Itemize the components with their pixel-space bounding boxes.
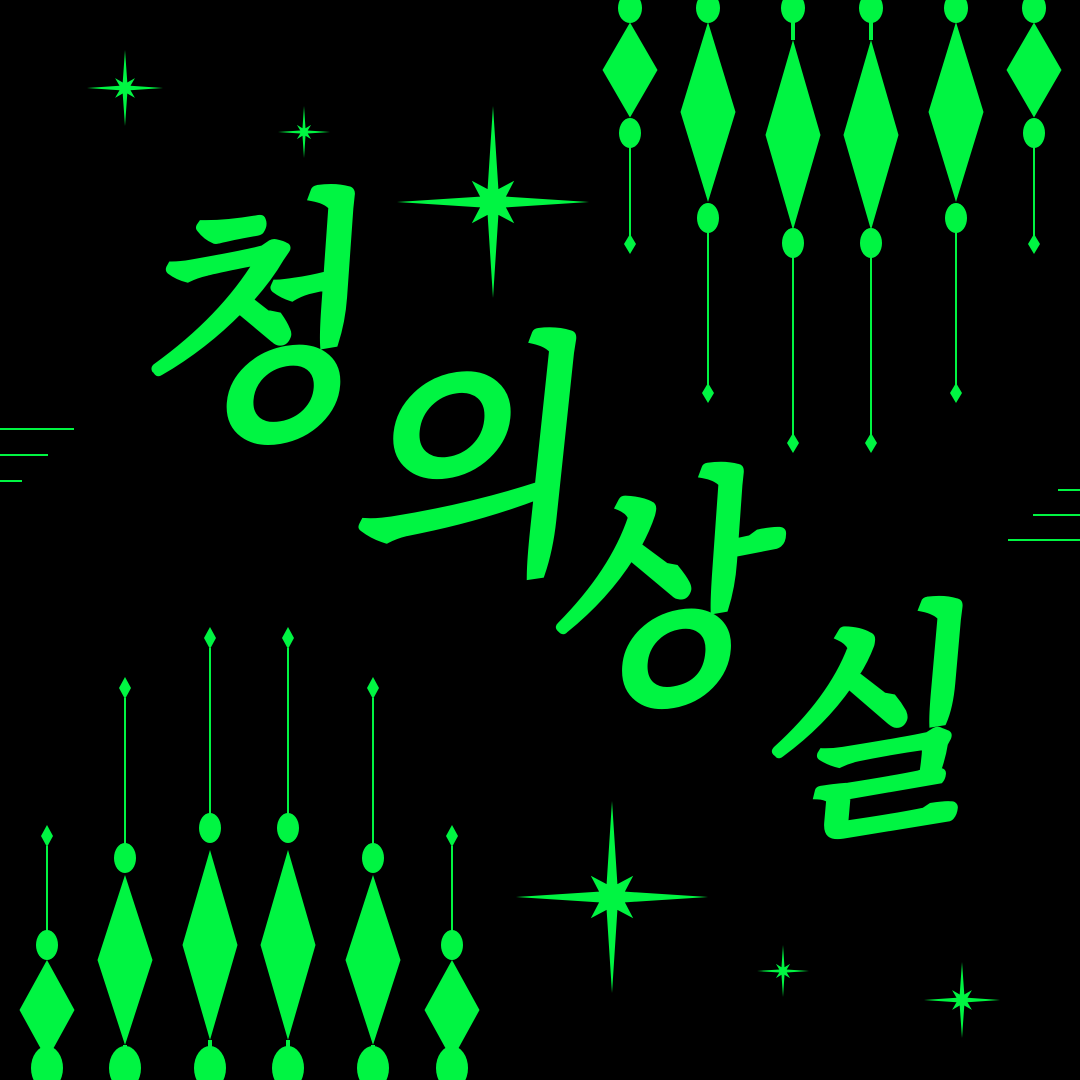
pendant-diamond — [20, 960, 75, 1060]
top-pendant — [603, 0, 658, 254]
sparkle-star-icon — [924, 962, 1000, 1038]
bottom-pendants — [20, 627, 480, 1080]
pendant-tip — [119, 677, 131, 699]
top-pendant — [1007, 0, 1062, 254]
sparkle-star-icon — [397, 106, 589, 298]
pendant-base-bead — [272, 1046, 304, 1080]
pendant-diamond — [183, 850, 238, 1040]
pendant-tip — [282, 627, 294, 649]
title-glyph-4: 실 — [719, 577, 988, 887]
pendant-tip — [367, 677, 379, 699]
pendant-tip — [787, 433, 799, 453]
title-glyph-1: 청 — [94, 164, 384, 496]
pendant-diamond — [929, 22, 984, 202]
sparkle-star-icon — [87, 50, 163, 126]
pendant-diamond — [844, 40, 899, 230]
pendant-bead — [441, 930, 463, 960]
pendant-base-bead — [109, 1046, 141, 1080]
pendant-bead — [362, 843, 384, 873]
pendant-diamond — [603, 23, 658, 118]
pendant-diamond — [261, 850, 316, 1040]
pendant-diamond — [766, 40, 821, 230]
title-glyph-2: 의 — [315, 307, 596, 633]
pendant-diamond — [98, 875, 153, 1045]
pendant-bead — [945, 203, 967, 233]
pendant-tip — [204, 627, 216, 649]
bottom-pendant — [346, 677, 401, 1080]
pendant-bead — [114, 843, 136, 873]
pendant-tip — [950, 383, 962, 403]
pendant-bead — [199, 813, 221, 843]
sparkle-star-icon — [516, 801, 708, 993]
top-pendant — [681, 0, 736, 403]
bottom-pendant — [261, 627, 316, 1080]
pendant-bead — [782, 228, 804, 258]
pendant-base-bead — [436, 1046, 468, 1080]
pendant-diamond — [346, 875, 401, 1045]
top-pendant — [844, 0, 899, 453]
pendant-base-bead — [357, 1046, 389, 1080]
pendant-tip — [41, 825, 53, 847]
top-pendant — [929, 0, 984, 403]
sparkle-star-icon — [278, 106, 330, 158]
pendant-diamond — [1007, 23, 1062, 118]
pendant-tip — [1028, 234, 1040, 254]
pendant-tip — [446, 825, 458, 847]
bottom-pendant — [20, 825, 75, 1080]
pendant-base-bead — [194, 1046, 226, 1080]
bottom-pendant — [425, 825, 480, 1080]
pendant-tip — [865, 433, 877, 453]
pendant-tip — [624, 234, 636, 254]
top-pendant — [766, 0, 821, 453]
pendant-diamond — [425, 960, 480, 1060]
pendant-base-bead — [31, 1046, 63, 1080]
pendant-bead — [860, 228, 882, 258]
top-pendants — [603, 0, 1062, 453]
bottom-pendant — [183, 627, 238, 1080]
pendant-bead — [277, 813, 299, 843]
pendant-diamond — [681, 22, 736, 202]
title-glyph-3: 상 — [507, 441, 785, 759]
pendant-tip — [702, 383, 714, 403]
bottom-pendant — [98, 677, 153, 1080]
pendant-bead — [697, 203, 719, 233]
sparkle-star-icon — [757, 945, 809, 997]
pendant-bead — [36, 930, 58, 960]
